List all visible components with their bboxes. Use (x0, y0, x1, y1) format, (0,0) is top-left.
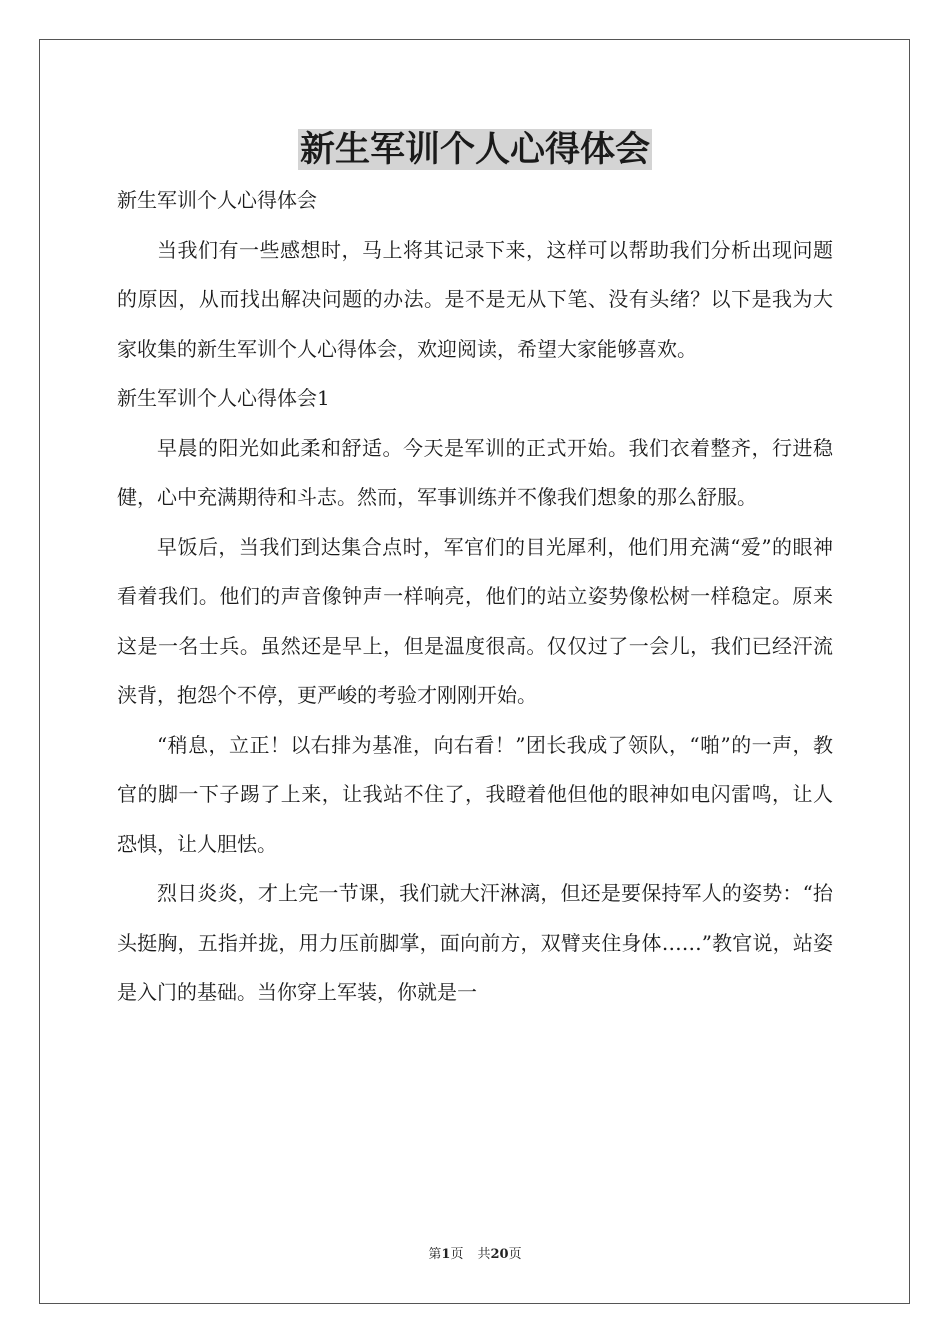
page-suffix: 页 (450, 1247, 464, 1262)
body-paragraph: “稍息，立正！以右排为基准，向右看！”团长我成了领队，“啪”的一声，教官的脚一下子踢了上来，让我站不住了，我瞪着他但他的眼神如电闪雷鸣，让人恐惧，让人胆怯。 (117, 732, 833, 856)
document-title-text: 新生军训个人心得体会 (299, 129, 650, 170)
body-paragraph: 烈日炎炎，才上完一节课，我们就大汗淋漓，但还是要保持军人的姿势：“抬头挺胸，五指并拢，用力压前脚掌，面向前方，双臂夹住身体……”教官说，站姿是入门的基础。当你穿上军装，你就是一 (117, 881, 833, 1004)
body-paragraph: 早晨的阳光如此柔和舒适。今天是军训的正式开始。我们衣着整齐，行进稳健，心中充满期待和斗志。然而，军事训练并不像我们想象的那么舒服。 (117, 435, 833, 509)
document-body (117, 176, 833, 1018)
body-paragraph: 当我们有一些感想时，马上将其记录下来，这样可以帮助我们分析出现问题的原因，从而找出解决问题的办法。是不是无从下笔、没有头绪？以下是我为大家收集的新生军训个人心得体会，欢迎阅读，希望大家能够喜欢。 (117, 237, 833, 361)
page-number: 1 (441, 1247, 451, 1262)
total-suffix: 页 (508, 1247, 522, 1262)
total-prefix: 共 (477, 1247, 491, 1262)
page-prefix: 第 (428, 1247, 442, 1262)
page-footer (0, 1245, 950, 1265)
section-heading: 新生军训个人心得体会 (117, 188, 317, 212)
document-title (0, 126, 950, 174)
body-paragraph: 早饭后，当我们到达集合点时，军官们的目光犀利，他们用充满“爱”的眼神看着我们。他们的声音像钟声一样响亮，他们的站立姿势像松树一样稳定。原来这是一名士兵。虽然还是早上，但是温度很高。仅仅过了一会儿，我们已经汗流浃背，抱怨个不停，更严峻的考验才刚刚开始。 (117, 534, 833, 707)
total-pages: 20 (490, 1247, 509, 1262)
section-heading: 新生军训个人心得体会1 (117, 386, 330, 410)
